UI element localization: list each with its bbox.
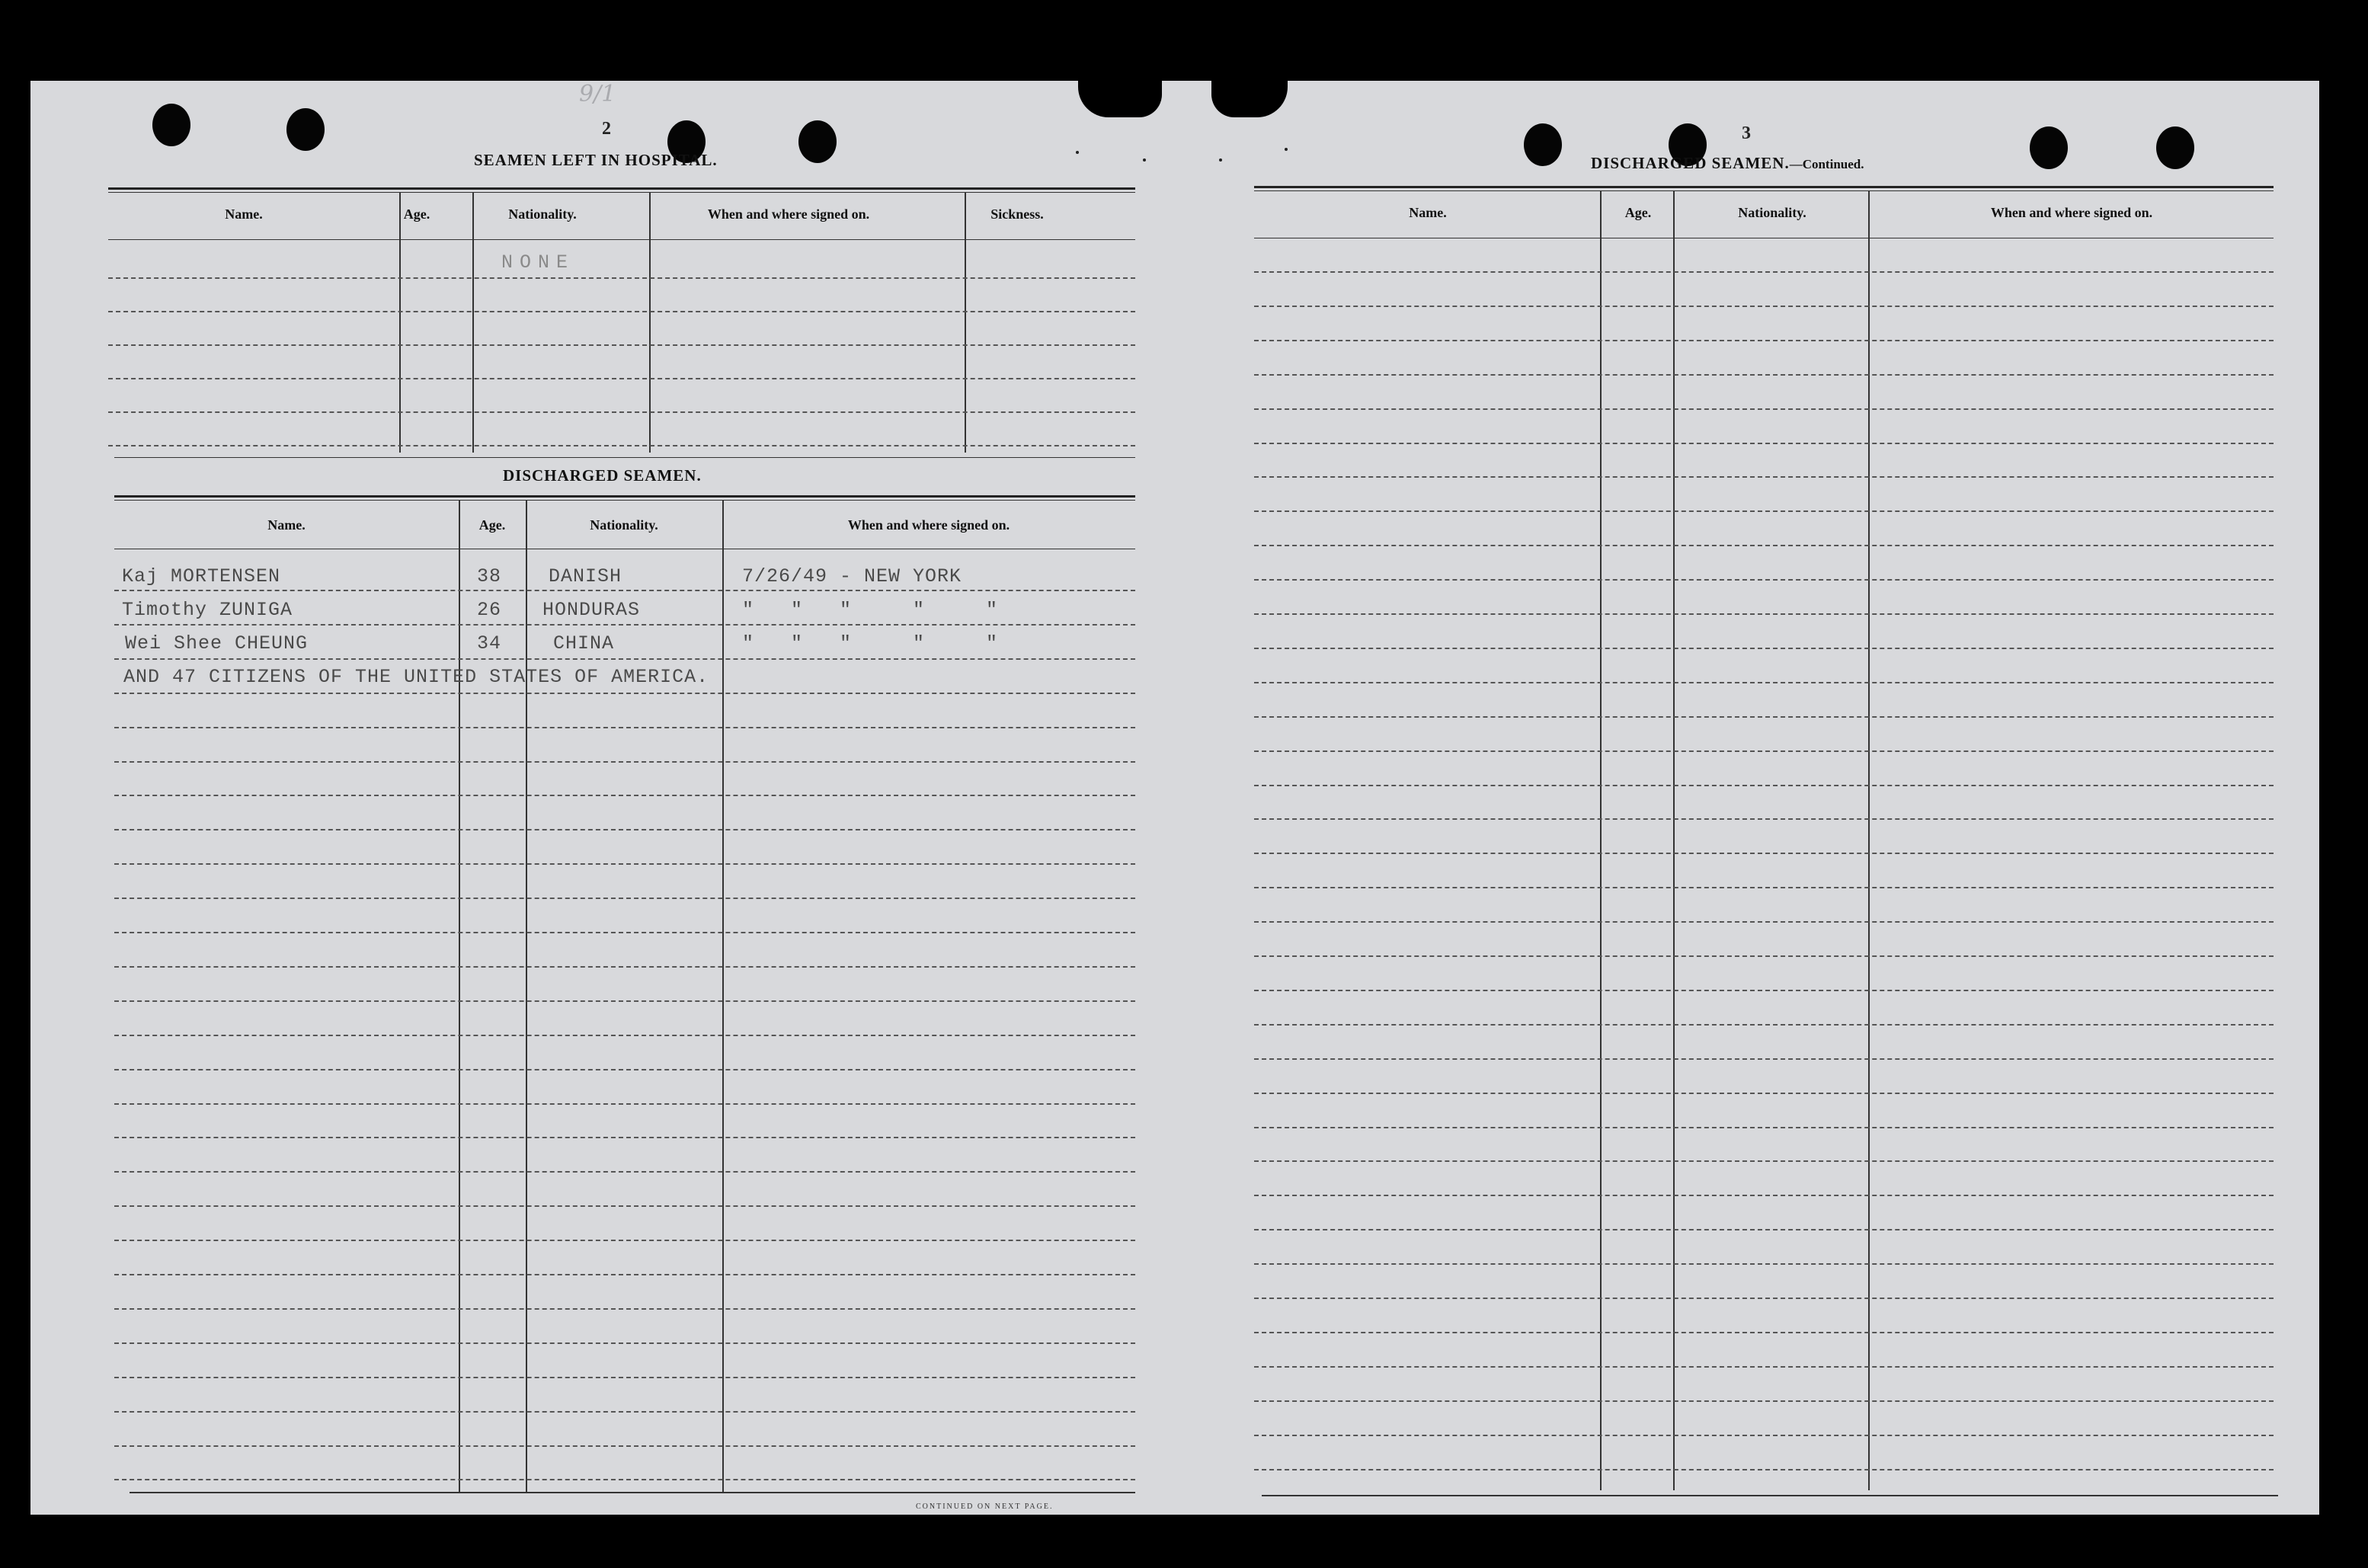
ruled-line	[108, 411, 1135, 413]
right-section-title-text: DISCHARGED SEAMEN.	[1591, 154, 1790, 172]
ruled-line	[1254, 1195, 2274, 1196]
ruled-line	[1254, 510, 2274, 512]
right-section-title-suffix: —Continued.	[1789, 157, 1864, 171]
page-number-right: 3	[1742, 123, 1751, 143]
ruled-line	[1254, 1058, 2274, 1060]
ruled-line	[1254, 374, 2274, 376]
punch-hole-icon	[286, 108, 325, 151]
punch-hole-icon	[798, 120, 837, 163]
ruled-line	[1254, 853, 2274, 854]
ruled-line	[1254, 1024, 2274, 1026]
ruled-line	[1254, 887, 2274, 888]
ruled-line	[114, 863, 1135, 865]
ruled-line	[1254, 1263, 2274, 1265]
hospital-header-nationality: Nationality.	[508, 206, 577, 222]
discharged-table-top-rule	[114, 500, 1135, 501]
crew-row-2-signed-on: " " " " "	[742, 599, 999, 621]
column-rule	[965, 192, 966, 453]
ruled-line	[114, 1240, 1135, 1241]
right-header-age: Age.	[1624, 205, 1652, 220]
document-sheet	[30, 81, 2319, 1515]
ruled-line	[1254, 990, 2274, 991]
crew-row-2-name: Timothy ZUNIGA	[122, 599, 293, 621]
ruled-line	[1254, 1469, 2274, 1470]
torn-edge	[1078, 81, 1162, 117]
hospital-header-age: Age.	[403, 206, 430, 222]
ruled-line	[114, 727, 1135, 728]
column-rule	[649, 192, 651, 453]
bottom-rule	[130, 1492, 1135, 1493]
ruled-line	[1254, 1127, 2274, 1128]
ruled-line	[114, 1342, 1135, 1344]
ruled-line	[1254, 1332, 2274, 1333]
right-header-name: Name.	[1409, 205, 1447, 220]
ruled-line	[1254, 682, 2274, 683]
crew-row-2-age: 26	[477, 599, 502, 621]
ruled-line	[1254, 1435, 2274, 1436]
right-table-top-rule	[1254, 190, 2274, 191]
hospital-header-name: Name.	[225, 206, 263, 222]
column-rule	[399, 192, 401, 453]
punch-hole-icon	[152, 104, 190, 146]
torn-edge	[1211, 81, 1288, 117]
ruled-line	[114, 829, 1135, 830]
ruled-line	[114, 1103, 1135, 1105]
ruled-line	[1254, 613, 2274, 615]
ruled-line	[1254, 1298, 2274, 1299]
ruled-line	[114, 932, 1135, 933]
ruled-line	[1254, 1160, 2274, 1162]
ruled-line	[1254, 750, 2274, 752]
crew-row-2-nationality: HONDURAS	[542, 599, 641, 621]
ruled-line	[114, 1411, 1135, 1413]
ruled-line	[1254, 408, 2274, 410]
ruled-line	[114, 795, 1135, 796]
discharged-header-age: Age.	[478, 517, 506, 533]
crew-row-1-age: 38	[477, 565, 502, 587]
ruled-line	[1254, 955, 2274, 957]
hospital-table-top-rule	[108, 187, 1135, 190]
ruled-line	[1254, 340, 2274, 341]
ruled-line	[1254, 545, 2274, 546]
ruled-line	[114, 1445, 1135, 1447]
ruled-line	[114, 1035, 1135, 1036]
discharged-header-signed-on: When and where signed on.	[847, 517, 1010, 533]
ruled-line	[114, 1308, 1135, 1310]
ink-speck	[1285, 148, 1288, 151]
discharged-header-nationality: Nationality.	[590, 517, 658, 533]
ruled-line	[1254, 443, 2274, 444]
right-header-nationality: Nationality.	[1738, 205, 1806, 220]
discharged-section-title: DISCHARGED SEAMEN.	[503, 466, 702, 485]
right-section-title	[1591, 154, 1864, 173]
ruled-line	[1254, 785, 2274, 786]
crew-row-3-nationality: CHINA	[553, 632, 615, 654]
column-rule	[1673, 190, 1675, 1490]
ruled-line	[114, 761, 1135, 763]
ruled-line	[1254, 716, 2274, 718]
ruled-line	[108, 277, 1135, 279]
ruled-line	[1254, 921, 2274, 923]
ruled-line	[114, 1377, 1135, 1378]
bottom-rule	[1262, 1495, 2278, 1496]
discharged-table-top-rule	[114, 495, 1135, 498]
ruled-line	[1254, 1229, 2274, 1230]
ruled-line	[1254, 1366, 2274, 1368]
hospital-section-title: SEAMEN LEFT IN HOSPITAL.	[474, 151, 718, 169]
section-divider	[114, 457, 1135, 458]
ruled-line	[1254, 579, 2274, 581]
ruled-line	[114, 1171, 1135, 1173]
ink-speck	[1143, 158, 1146, 162]
punch-hole-icon	[2156, 126, 2194, 169]
ink-speck	[1076, 151, 1079, 154]
ruled-line	[114, 1000, 1135, 1002]
right-table-top-rule	[1254, 186, 2274, 188]
ruled-line	[108, 311, 1135, 312]
crew-row-3-signed-on: " " " " "	[742, 632, 999, 654]
crew-row-1-nationality: DANISH	[549, 565, 622, 587]
hospital-header-signed-on: When and where signed on.	[707, 206, 870, 222]
crew-row-3-age: 34	[477, 632, 502, 654]
ruled-line	[1254, 818, 2274, 820]
hospital-none-entry: NONE	[501, 251, 575, 274]
continued-note: CONTINUED ON NEXT PAGE.	[916, 1502, 1054, 1511]
ruled-line	[114, 658, 1135, 660]
ruled-line	[1254, 271, 2274, 273]
right-header-signed-on: When and where signed on.	[1990, 205, 2153, 220]
ruled-line	[114, 966, 1135, 968]
discharged-header-name: Name.	[267, 517, 306, 533]
ink-speck	[1219, 158, 1222, 162]
ruled-line	[114, 624, 1135, 626]
ruled-line	[1254, 306, 2274, 307]
punch-hole-icon	[2030, 126, 2068, 169]
crew-row-1-name: Kaj MORTENSEN	[122, 565, 281, 587]
ruled-line	[1254, 476, 2274, 478]
ruled-line	[114, 1205, 1135, 1207]
hospital-table-top-rule	[108, 192, 1135, 193]
pencil-annotation: 9/1	[579, 81, 616, 107]
ruled-line	[1254, 648, 2274, 649]
crew-row-3-name: Wei Shee CHEUNG	[125, 632, 309, 654]
crew-summary-line: AND 47 CITIZENS OF THE UNITED STATES OF AMERICA.	[123, 666, 709, 688]
column-rule	[1600, 190, 1602, 1490]
ruled-line	[114, 1137, 1135, 1138]
page-number-left: 2	[602, 119, 611, 139]
column-rule	[1868, 190, 1870, 1490]
ruled-line	[114, 1479, 1135, 1480]
ruled-line	[114, 898, 1135, 899]
ruled-line	[114, 1069, 1135, 1070]
ruled-line	[1254, 1093, 2274, 1094]
ruled-line	[114, 693, 1135, 694]
ruled-line	[108, 445, 1135, 446]
ruled-line	[108, 344, 1135, 346]
hospital-header-sickness: Sickness.	[990, 206, 1044, 222]
punch-hole-icon	[1524, 123, 1562, 166]
ruled-line	[114, 1274, 1135, 1275]
ruled-line	[114, 590, 1135, 591]
crew-row-1-signed-on: 7/26/49 - NEW YORK	[742, 565, 962, 587]
ruled-line	[108, 378, 1135, 379]
ruled-line	[1254, 1400, 2274, 1402]
column-rule	[472, 192, 474, 453]
header-underline	[108, 239, 1135, 240]
